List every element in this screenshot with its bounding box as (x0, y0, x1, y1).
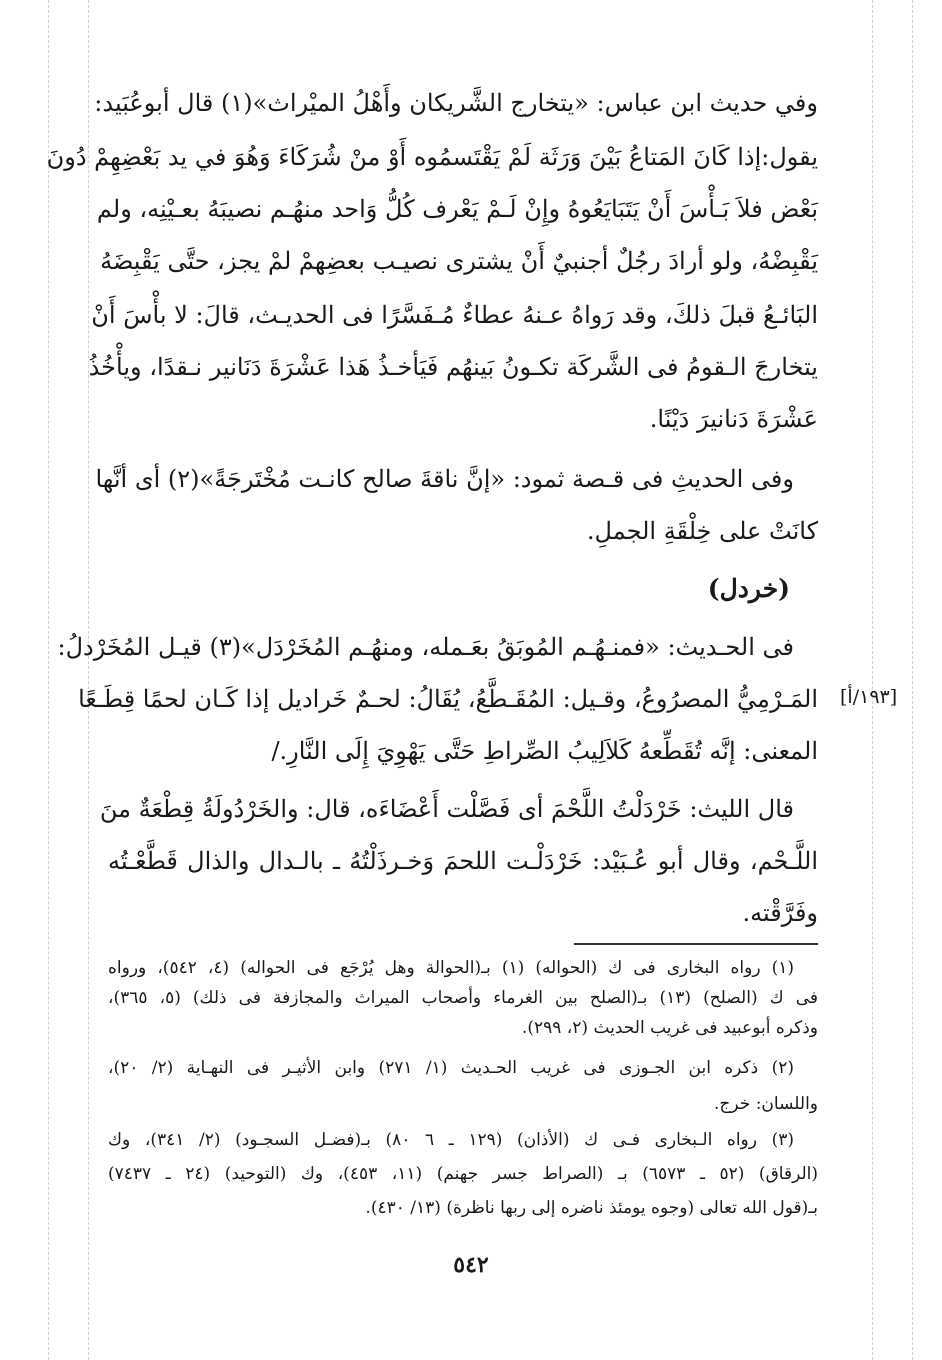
footnote-3-line-1: (٣) رواه الـبخارى فـى ك (الأذان) (١٢٩ ـ ٦ ٨٠) بـ(فضـل السجـود) (٢/ ٣٤١)، وك (108, 1130, 794, 1150)
footnote-3-line-2: (الرقاق) (٥٢ ـ ٦٥٧٣) بـ (الصراط جسر جهنم) (١١، ٤٥٣)، وك (التوحيد) (٢٤ ـ ٧٤٣٧) (108, 1164, 818, 1184)
footnote-3-line-3: بـ(قول الله تعالى (وجوه يومئذ ناضره إلى ربها ناظرة) (١٣/ ٤٣٠). (365, 1198, 818, 1218)
p1-line-3: بَعْض فلاَ بَـأْسَ أَنْ يَتَبَايَعُوهُ وإِنْ لَـمْ يَعْرف كُلُّ وَاحد منهُـم نصيبَهُ بعـيْنِه، ولم (96, 195, 818, 223)
p2-line-2: كانَتْ على خِلْقَةِ الجملِ. (586, 517, 818, 545)
p1-line-6: يتخارجَ الـقومُ فى الشَّركَة تكـونُ بَينهُم فَيَأخـذُ هَذا عَشْرَةَ دَنَانير نـقدًا، ويأْخُذُ (88, 353, 818, 381)
footnote-separator (574, 943, 818, 945)
p1-line-1: وفي حديث ابن عباس: «يتخارج الشَّريكان وأَهْلُ الميْراث»(١) قال أبوعُبَيد: (94, 89, 818, 117)
p1-line-2: يقول:إذا كَانَ المَتاعُ بَيْنَ وَرَثَة لَمْ يَقْتَسمُوه أَوْ منْ شُرَكَاءَ وَهُوَ في يد بَعْضِهِمْ دُونَ (46, 143, 818, 171)
p3-line-2: المَـرْمِيُّ المصرُوعُ، وقـيل: المُقَـطَّعُ، يُقَالُ: لحـمٌ خَراديل إذا كَـان لحمًا قِطَـعًا (78, 685, 818, 713)
p1-line-7: عَشْرَةَ دَنانيرَ دَيْنًا. (649, 405, 818, 433)
section-heading: (خردل) (707, 574, 790, 603)
p3-line-3: المعنى: إنَّه تُقَطِّعهُ كَلاَلِيبُ الصِّراطِ حَتَّى يَهْوِيَ إِلَى النَّارِ./ (271, 737, 818, 765)
manuscript-folio-marker: [١٩٣/أ] (840, 686, 898, 708)
p1-line-5: البَائـعُ قبلَ ذلكَ، وقد رَواهُ عـنهُ عطاءٌ مُـفَسَّرًا فى الحديـث، قالَ: لا بأْسَ أَنْ (91, 301, 818, 329)
footnote-2-line-1: (٢) ذكره ابن الجـوزى فى غريب الحـديث (١/ ٢٧١) وابن الأثيـر فى النهـاية (٢/ ٢٠)، (108, 1058, 794, 1078)
footnote-1-line-1: (١) رواه البخارى فى ك (الحواله) (١) بـ(الحوالة وهل يُرْجَع فى الحواله) (٤، ٥٤٢)، ورواه (108, 958, 795, 978)
p4-line-1: قال الليث: خَرْدَلْتُ اللَّحْمَ أى فَصَّلْت أَعْضَاءَه، قال: والخَرْدُولَةُ قِطْعَةٌ منَ (99, 795, 794, 823)
footnote-1-line-3: وذكره أبوعبيد فى غريب الحديث (٢، ٢٩٩). (521, 1018, 818, 1038)
p1-line-4: يَقْبِضْهُ، ولو أرادَ رجُلٌ أجنبيٌ أَنْ يشترى نصيـب بعضِهمْ لمْ يجز، حتَّى يَقْبِضَهُ (100, 247, 818, 275)
footnote-1-line-2: فى ك (الصلح) (١٣) بـ(الصلح بين الغرماء وأصحاب الميراث والمجازفة فى ذلك) (٥، ٣٦٥)، (108, 988, 818, 1008)
footnote-2-line-2: واللسان: خرج. (714, 1094, 818, 1114)
p2-line-1: وفى الحديثِ فى قـصة ثمود: «إنَّ ناقةَ صالح كانـت مُخْتَرجَةً»(٢) أى أنَّها (95, 465, 794, 493)
p4-line-2: اللَّـحْم، وقال أبو عُـبَيْد: خَرْدَلْـت اللحمَ وَخـرذَلْتُهُ ـ بالـدال والذال قَطَّعْـتُه (108, 847, 818, 875)
p4-line-3: وفَرَّقْته. (742, 899, 818, 927)
p3-line-1: فى الحـديث: «فمنـهُـم المُوبَقُ بعَـمله، ومنهُـم المُخَرْدَل»(٣) قيـل المُخَرْدلُ: (57, 633, 794, 661)
page-number: ٥٤٢ (453, 1252, 489, 1278)
